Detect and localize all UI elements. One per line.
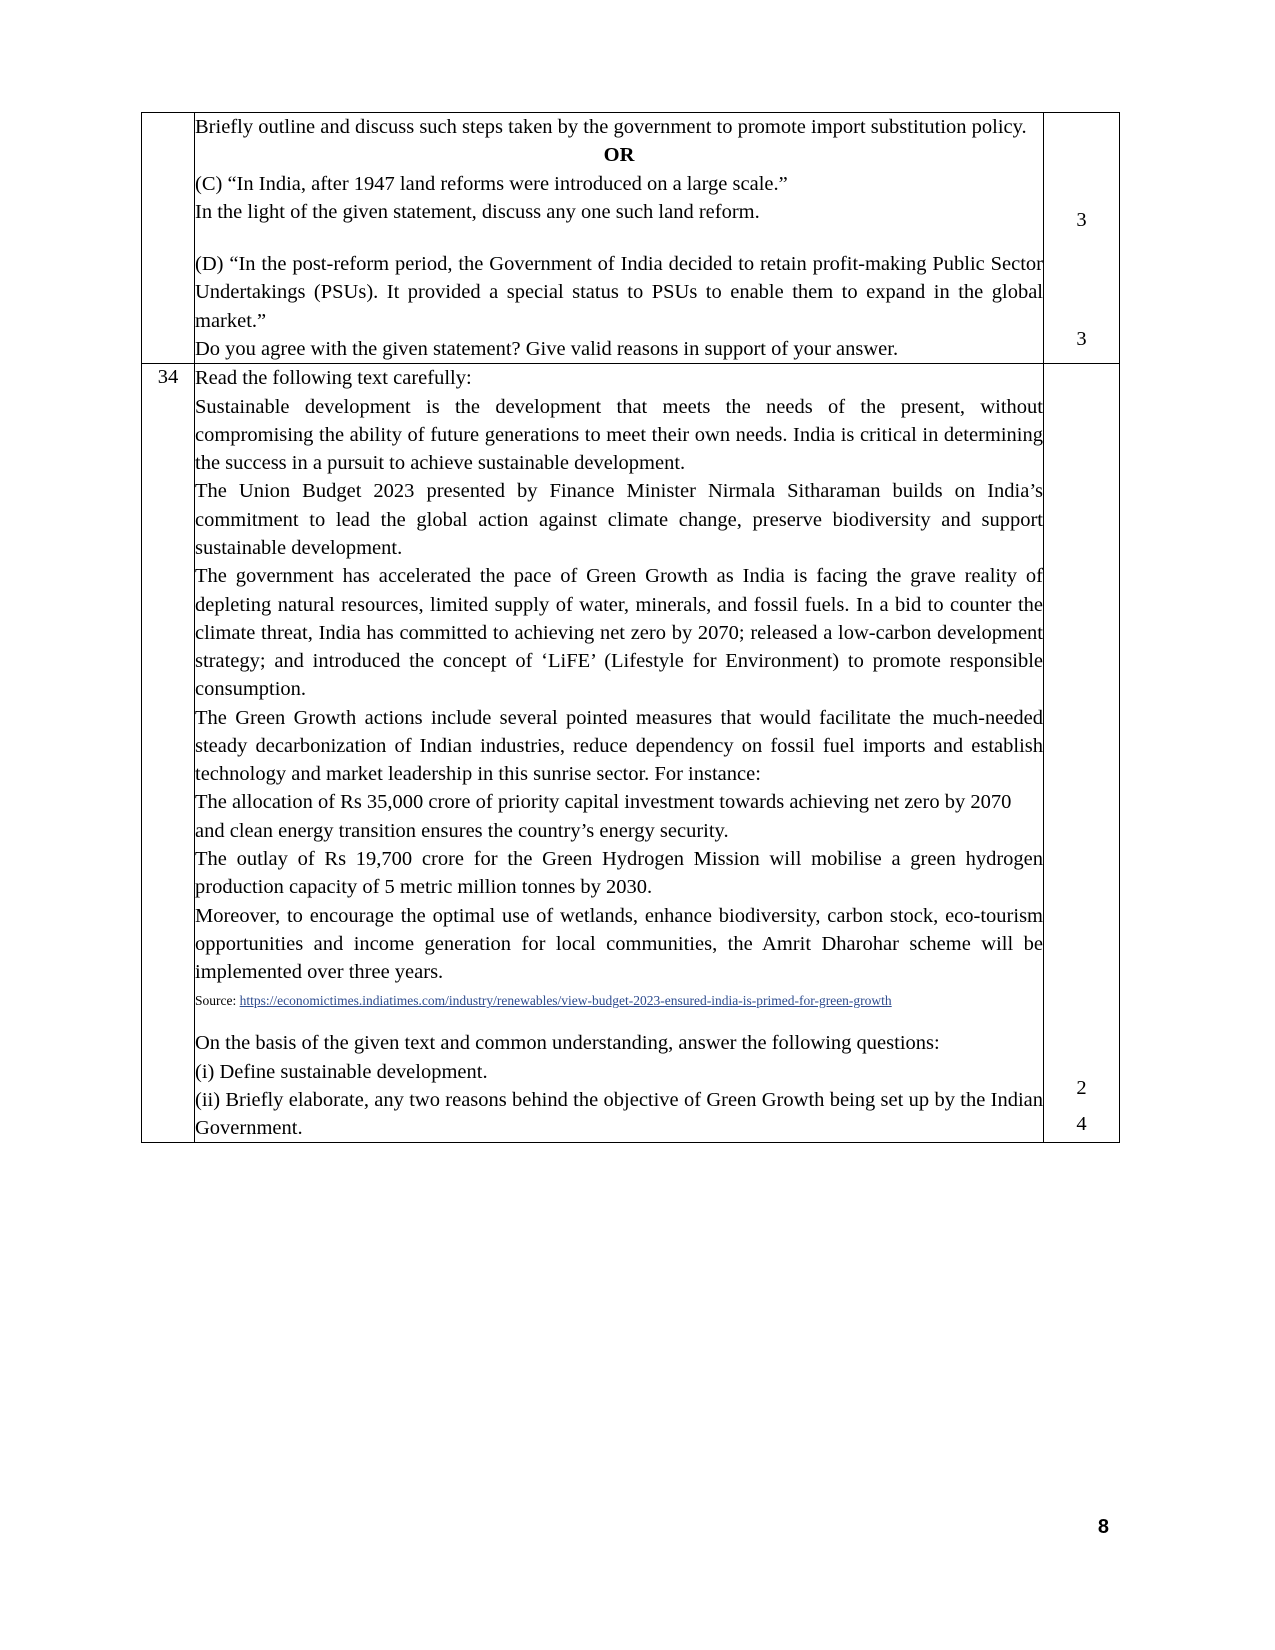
sub-question-i: (i) Define sustainable development. xyxy=(195,1060,488,1083)
passage-paragraph: The government has accelerated the pace of Green Growth as India is facing the grave reality of depleting natural resources, limited supply of water, minerals, and fossil fuels. In a bid to counter the climate threat, India has committed to achieving net zero by 2070; released a low-carbon development strategy; and introduced the concept of ‘LiFE’ (Lifestyle for Environment) to promote responsible consumption. xyxy=(195,565,1043,701)
table-row xyxy=(142,113,1120,364)
option-d-instruction: Do you agree with the given statement? Give valid reasons in support of your answer. xyxy=(195,337,899,360)
question-number-cell xyxy=(142,113,195,364)
passage-paragraph: Sustainable development is the development that meets the needs of the present, without compromising the ability of future generations to meet their own needs. India is critical in determining the success in a pursuit to achieve sustainable development. xyxy=(195,395,1043,475)
passage-paragraph: The allocation of Rs 35,000 crore of priority capital investment towards achieving net zero by 2070 and clean energy transition ensures the country’s energy security. xyxy=(195,791,1012,842)
marks-cell xyxy=(1044,113,1120,364)
option-c-instruction: In the light of the given statement, discuss any one such land reform. xyxy=(195,200,760,223)
source-url-link[interactable]: https://economictimes.indiatimes.com/industry/renewables/view-budget-2023-ensured-india-is-primed-for-green-growth xyxy=(239,993,892,1009)
page-number: 8 xyxy=(1097,1516,1109,1538)
source-attribution xyxy=(195,986,1043,1011)
questions-instruction: On the basis of the given text and common understanding, answer the following questions: xyxy=(195,1032,940,1055)
or-separator: OR xyxy=(603,144,635,167)
marks-value: 3 xyxy=(1076,209,1087,231)
sub-question-ii: (ii) Briefly elaborate, any two reasons behind the objective of Green Growth being set up by the Indian Government. xyxy=(195,1088,1043,1140)
marks-value: 3 xyxy=(1076,328,1087,350)
read-instruction: Read the following text carefully: xyxy=(195,367,472,390)
source-label: Source: xyxy=(195,993,237,1009)
marks-value: 2 xyxy=(1076,1077,1087,1100)
paragraph-spacer xyxy=(195,226,1043,250)
passage-paragraph: Moreover, to encourage the optimal use of wetlands, enhance biodiversity, carbon stock, eco-tourism opportunities and income generation for local communities, the Amrit Dharohar scheme will be implemented over three years. xyxy=(195,904,1043,984)
question-paragraph: Briefly outline and discuss such steps taken by the government to promote import substitution policy. xyxy=(195,116,1027,138)
question-table xyxy=(141,112,1120,1143)
paragraph-spacer xyxy=(195,1011,1043,1029)
question-body-cell xyxy=(195,364,1044,1143)
marks-value: 4 xyxy=(1076,1113,1087,1136)
marks-cell xyxy=(1044,364,1120,1143)
question-number-cell: 34 xyxy=(142,364,195,1143)
question-body-cell xyxy=(195,113,1044,364)
passage-paragraph: The outlay of Rs 19,700 crore for the Green Hydrogen Mission will mobilise a green hydrogen production capacity of 5 metric million tonnes by 2030. xyxy=(195,848,1043,899)
option-c-statement: (C) “In India, after 1947 land reforms were introduced on a large scale.” xyxy=(195,172,788,195)
passage-paragraph: The Union Budget 2023 presented by Finance Minister Nirmala Sitharaman builds on India’s commitment to lead the global action against climate change, preserve biodiversity and support sustainable development. xyxy=(195,480,1043,559)
passage-paragraph: The Green Growth actions include several pointed measures that would facilitate the much-needed steady decarbonization of Indian industries, reduce dependency on fossil fuel imports and establish technology and market leadership in this sunrise sector. For instance: xyxy=(195,706,1043,786)
option-d-statement: (D) “In the post-reform period, the Government of India decided to retain profit-making Public Sector Undertakings (PSUs). It provided a special status to PSUs to enable them to expand in the global market.” xyxy=(195,253,1043,332)
table-row xyxy=(142,364,1120,1143)
